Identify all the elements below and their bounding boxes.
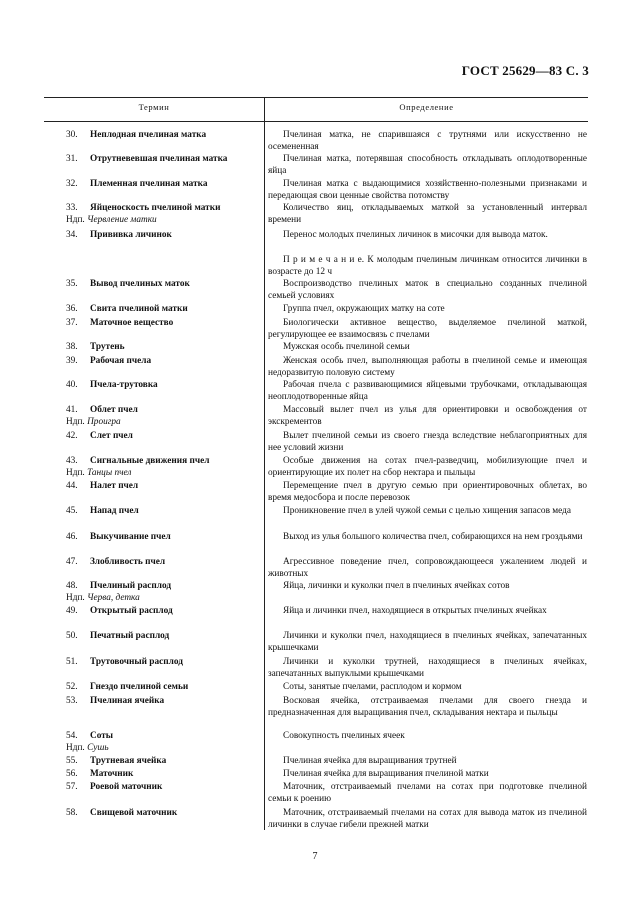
term-name: Племенная пчелиная матка (90, 179, 208, 189)
term-name: Выкучивание пчел (90, 532, 171, 542)
term-number: 56. (66, 769, 78, 779)
term-number: 38. (66, 342, 78, 352)
term-name: Соты (90, 731, 114, 741)
definition-cell: Пчелиная матка, не спарившаяся с трутнями или искусственно не осемененная (268, 130, 587, 153)
definition-cell: Совокупность пчелиных ячеек (283, 731, 405, 741)
term-number: 30. (66, 130, 78, 140)
deprecated-label: Ндп. (66, 743, 85, 754)
term-cell (66, 807, 261, 819)
term-name: Гнездо пчелиной семьи (90, 682, 189, 692)
term-number: 54. (66, 731, 78, 741)
term-cell (66, 129, 261, 141)
definition-cell: Яйца и личинки пчел, находящиеся в открытых пчелиных ячейках (283, 606, 547, 616)
term-cell (66, 505, 261, 517)
term-name: Налет пчел (90, 481, 139, 491)
definition-cell: Выход из улья большого количества пчел, собирающихся на нем гроздьями (283, 532, 583, 542)
term-name: Пчела-трутовка (90, 380, 158, 390)
deprecated-term: Червление матки (87, 215, 157, 226)
term-cell (66, 178, 261, 190)
term-number: 33. (66, 203, 78, 213)
term-number: 41. (66, 405, 78, 415)
term-name: Свита пчелиной матки (90, 304, 188, 314)
term-cell (66, 303, 261, 315)
term-name: Трутневая ячейка (90, 756, 167, 766)
definition-cell: Личинки и куколки трутней, находящиеся в пчелиных ячейках, запечатанных выпуклыми крышечками (268, 657, 587, 680)
term-cell (66, 681, 261, 693)
term-name: Печатный расплод (90, 631, 170, 641)
deprecated-label: Ндп. (66, 593, 85, 604)
term-cell (66, 229, 261, 241)
definition-cell: Личинки и куколки пчел, находящиеся в пчелиных ячейках, запечатанных крышечками (268, 631, 587, 654)
term-number: 32. (66, 179, 78, 189)
definition-cell: Перенос молодых пчелиных личинок в мисочки для вывода маток. (283, 230, 548, 240)
table-header-rule (44, 121, 588, 122)
term-cell (66, 630, 261, 642)
term-number: 40. (66, 380, 78, 390)
term-name: Слет пчел (90, 431, 133, 441)
term-cell (66, 153, 261, 165)
term-number: 55. (66, 756, 78, 766)
definition-cell: Воспроизводство пчелиных маток в специально созданных пчелиной семьей условиях (268, 279, 587, 302)
term-cell (66, 730, 261, 755)
definition-cell: Вылет пчелиной семьи из своего гнезда вследствие неблагоприятных для нее условий жизни (268, 431, 587, 454)
term-number: 42. (66, 431, 78, 441)
term-cell (66, 556, 261, 568)
term-number: 46. (66, 532, 78, 542)
term-name: Пчелиная ячейка (90, 696, 165, 706)
term-name: Трутень (90, 342, 125, 352)
term-deprecated (66, 416, 261, 428)
definition-cell: Агрессивное поведение пчел, сопровождающееся ужалением людей и животных (268, 557, 587, 580)
term-cell (66, 781, 261, 793)
term-deprecated (66, 467, 261, 479)
deprecated-term: Танцы пчел (87, 468, 132, 479)
term-cell (66, 656, 261, 668)
definition-cell: Пчелиная ячейка для выращивания трутней (283, 756, 457, 766)
term-number: 37. (66, 318, 78, 328)
definition-cell: Пчелиная ячейка для выращивания пчелиной матки (283, 769, 489, 779)
term-number: 53. (66, 696, 78, 706)
term-number: 50. (66, 631, 78, 641)
term-name: Пчелиный расплод (90, 581, 172, 591)
term-number: 47. (66, 557, 78, 567)
term-cell (66, 404, 261, 429)
term-number: 58. (66, 808, 78, 818)
term-number: 49. (66, 606, 78, 616)
column-header-definition: Определение (399, 102, 454, 112)
term-cell (66, 695, 261, 707)
term-name: Прививка личинок (90, 230, 172, 240)
term-cell (66, 278, 261, 290)
column-divider (264, 97, 265, 830)
definition-cell: Восковая ячейка, отстраиваемая пчелами для своего гнезда и предназначенная для выращивания пчел, складывания нектара и пыльцы (268, 696, 587, 719)
term-name: Неплодная пчелиная матка (90, 130, 207, 140)
definition-cell: Пчелиная матка, потерявшая способность откладывать оплодотворенные яйца (268, 154, 587, 177)
term-number: 34. (66, 230, 78, 240)
definition-cell: Яйца, личинки и куколки пчел в пчелиных ячейках сотов (283, 581, 510, 591)
term-number: 45. (66, 506, 78, 516)
term-number: 51. (66, 657, 78, 667)
definition-cell: Рабочая пчела с развивающимися яйцевыми трубочками, откладывающая неоплодотворенные яйца (268, 380, 587, 403)
deprecated-label: Ндп. (66, 215, 85, 226)
term-number: 52. (66, 682, 78, 692)
deprecated-term: Проигра (87, 417, 121, 428)
term-name: Трутовочный расплод (90, 657, 183, 667)
term-number: 31. (66, 154, 78, 164)
definition-cell: Мужская особь пчелиной семьи (283, 342, 410, 352)
term-cell (66, 605, 261, 617)
term-name: Вывод пчелиных маток (90, 279, 190, 289)
term-name: Яйценоскость пчелиной матки (90, 203, 221, 213)
term-number: 36. (66, 304, 78, 314)
term-number: 43. (66, 456, 78, 466)
deprecated-label: Ндп. (66, 468, 85, 479)
term-name: Открытый расплод (90, 606, 173, 616)
term-number: 35. (66, 279, 78, 289)
definition-cell: Биологически активное вещество, выделяемое пчелиной маткой, регулирующее ее взаимосвязь с пчелами (268, 318, 587, 341)
term-name: Отрутневевшая пчелиная матка (90, 154, 228, 164)
term-number: 48. (66, 581, 78, 591)
term-name: Роевой маточник (90, 782, 163, 792)
document-header: ГОСТ 25629—83 С. 3 (461, 63, 589, 78)
definition-cell: Соты, занятые пчелами, расплодом и кормом (283, 682, 462, 692)
term-name: Облет пчел (90, 405, 138, 415)
term-number: 39. (66, 356, 78, 366)
term-deprecated (66, 592, 261, 604)
term-cell (66, 317, 261, 329)
term-name: Свищевой маточник (90, 808, 178, 818)
definition-cell: Проникновение пчел в улей чужой семьи с целью хищения запасов меда (283, 506, 572, 516)
definition-cell: Маточник, отстраиваемый пчелами на сотах для вывода маток из пчелиной личинки в случае гибели прежней матки (268, 808, 587, 831)
deprecated-term: Черва, детка (87, 593, 140, 604)
term-number: 57. (66, 782, 78, 792)
deprecated-term: Сушь (87, 743, 109, 754)
definition-cell: Особые движения на сотах пчел-разведчиц, мобилизующие пчел и ориентирующие их полет на сбор нектара и пыльцы (268, 456, 587, 479)
definition-cell: Массовый вылет пчел из улья для ориентировки и освобождения от экскрементов (268, 405, 587, 428)
term-cell (66, 455, 261, 480)
definition-cell: Группа пчел, окружающих матку на соте (283, 304, 445, 314)
term-deprecated (66, 214, 261, 226)
definition-cell: Количество яиц, откладываемых маткой за установленный интервал времени (268, 203, 587, 226)
term-name: Рабочая пчела (90, 356, 152, 366)
term-cell (66, 531, 261, 543)
term-name: Маточник (90, 769, 134, 779)
term-cell (66, 254, 261, 266)
term-name: Маточное вещество (90, 318, 174, 328)
term-cell (66, 355, 261, 367)
table-top-rule (44, 97, 588, 98)
definition-cell: Женская особь пчел, выполняющая работы в пчелиной семье и имеющая недоразвитую половую систему (268, 356, 587, 379)
term-cell (66, 755, 261, 767)
term-cell (66, 341, 261, 353)
term-cell (66, 202, 261, 227)
term-cell (66, 480, 261, 492)
term-deprecated (66, 742, 261, 754)
term-name: Злобливость пчел (90, 557, 166, 567)
definition-cell: Пчелиная матка с выдающимися хозяйственно-полезными признаками и передающая свои ценные свойства потомству (268, 179, 587, 202)
term-cell (66, 580, 261, 605)
definition-cell: Перемещение пчел в другую семью при ориентировочных облетах, во время медосбора и после перевозок (268, 481, 587, 504)
column-header-term: Термин (138, 102, 170, 112)
term-number: 44. (66, 481, 78, 491)
page-number: 7 (312, 851, 318, 862)
term-cell (66, 430, 261, 442)
definition-cell: П р и м е ч а н и е. К молодым пчелиным личинкам относится личинки в возрасте до 12 ч (268, 255, 587, 278)
definition-cell: Маточник, отстраиваемый пчелами на сотах при подготовке пчелиной семьи к роению (268, 782, 587, 805)
term-cell (66, 768, 261, 780)
deprecated-label: Ндп. (66, 417, 85, 428)
term-cell (66, 379, 261, 391)
term-name: Напад пчел (90, 506, 139, 516)
term-name: Сигнальные движения пчел (90, 456, 210, 466)
